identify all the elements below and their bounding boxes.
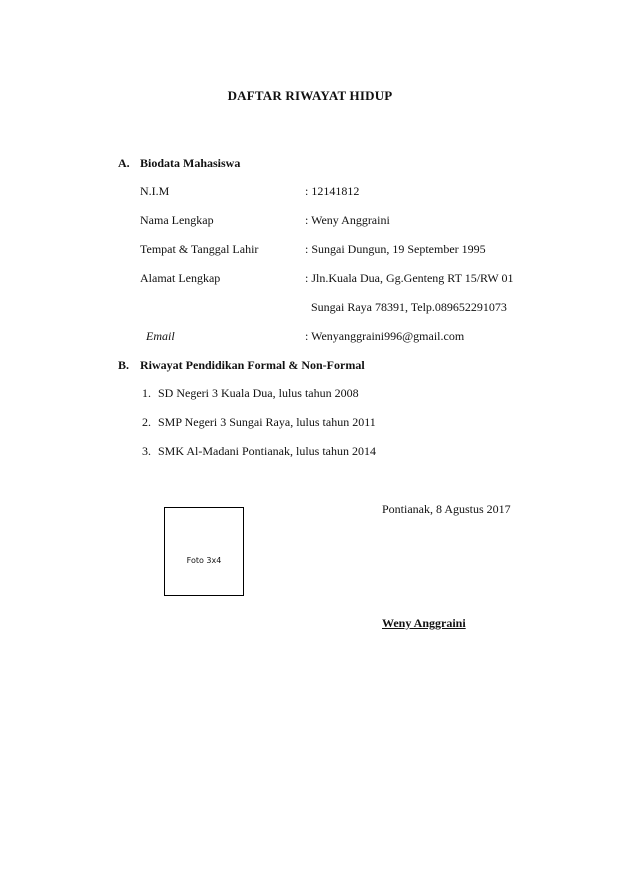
list-item-number: 2. [142, 415, 151, 429]
field-value-ttl: : Sungai Dungun, 19 September 1995 [305, 242, 486, 256]
list-item: SD Negeri 3 Kuala Dua, lulus tahun 2008 [158, 386, 359, 400]
field-value-nama: : Weny Anggraini [305, 213, 390, 227]
list-item-number: 1. [142, 386, 151, 400]
field-label-ttl: Tempat & Tanggal Lahir [140, 242, 259, 256]
field-value-alamat-line2: Sungai Raya 78391, Telp.089652291073 [311, 300, 507, 314]
field-value-email: : Wenyanggraini996@gmail.com [305, 329, 465, 343]
field-label-alamat: Alamat Lengkap [140, 271, 221, 285]
field-value-nim: : 12141812 [305, 184, 360, 198]
field-value-alamat: : Jln.Kuala Dua, Gg.Genteng RT 15/RW 01 [305, 271, 514, 285]
field-label-email: Email [146, 329, 175, 343]
section-a-heading: Biodata Mahasiswa [140, 156, 241, 170]
photo-placeholder [164, 507, 244, 596]
field-label-nama: Nama Lengkap [140, 213, 214, 227]
list-item-number: 3. [142, 444, 151, 458]
place-date: Pontianak, 8 Agustus 2017 [382, 502, 511, 516]
list-item: SMK Al-Madani Pontianak, lulus tahun 2014 [158, 444, 376, 458]
field-label-nim: N.I.M [140, 184, 170, 198]
document-title: DAFTAR RIWAYAT HIDUP [227, 88, 393, 103]
section-a-marker: A. [118, 156, 130, 170]
section-b-heading: Riwayat Pendidikan Formal & Non-Formal [140, 358, 365, 372]
list-item: SMP Negeri 3 Sungai Raya, lulus tahun 2011 [158, 415, 376, 429]
signature-name: Weny Anggraini [382, 616, 466, 630]
section-b-marker: B. [118, 358, 130, 372]
photo-placeholder-label: Foto 3x4 [186, 556, 222, 565]
